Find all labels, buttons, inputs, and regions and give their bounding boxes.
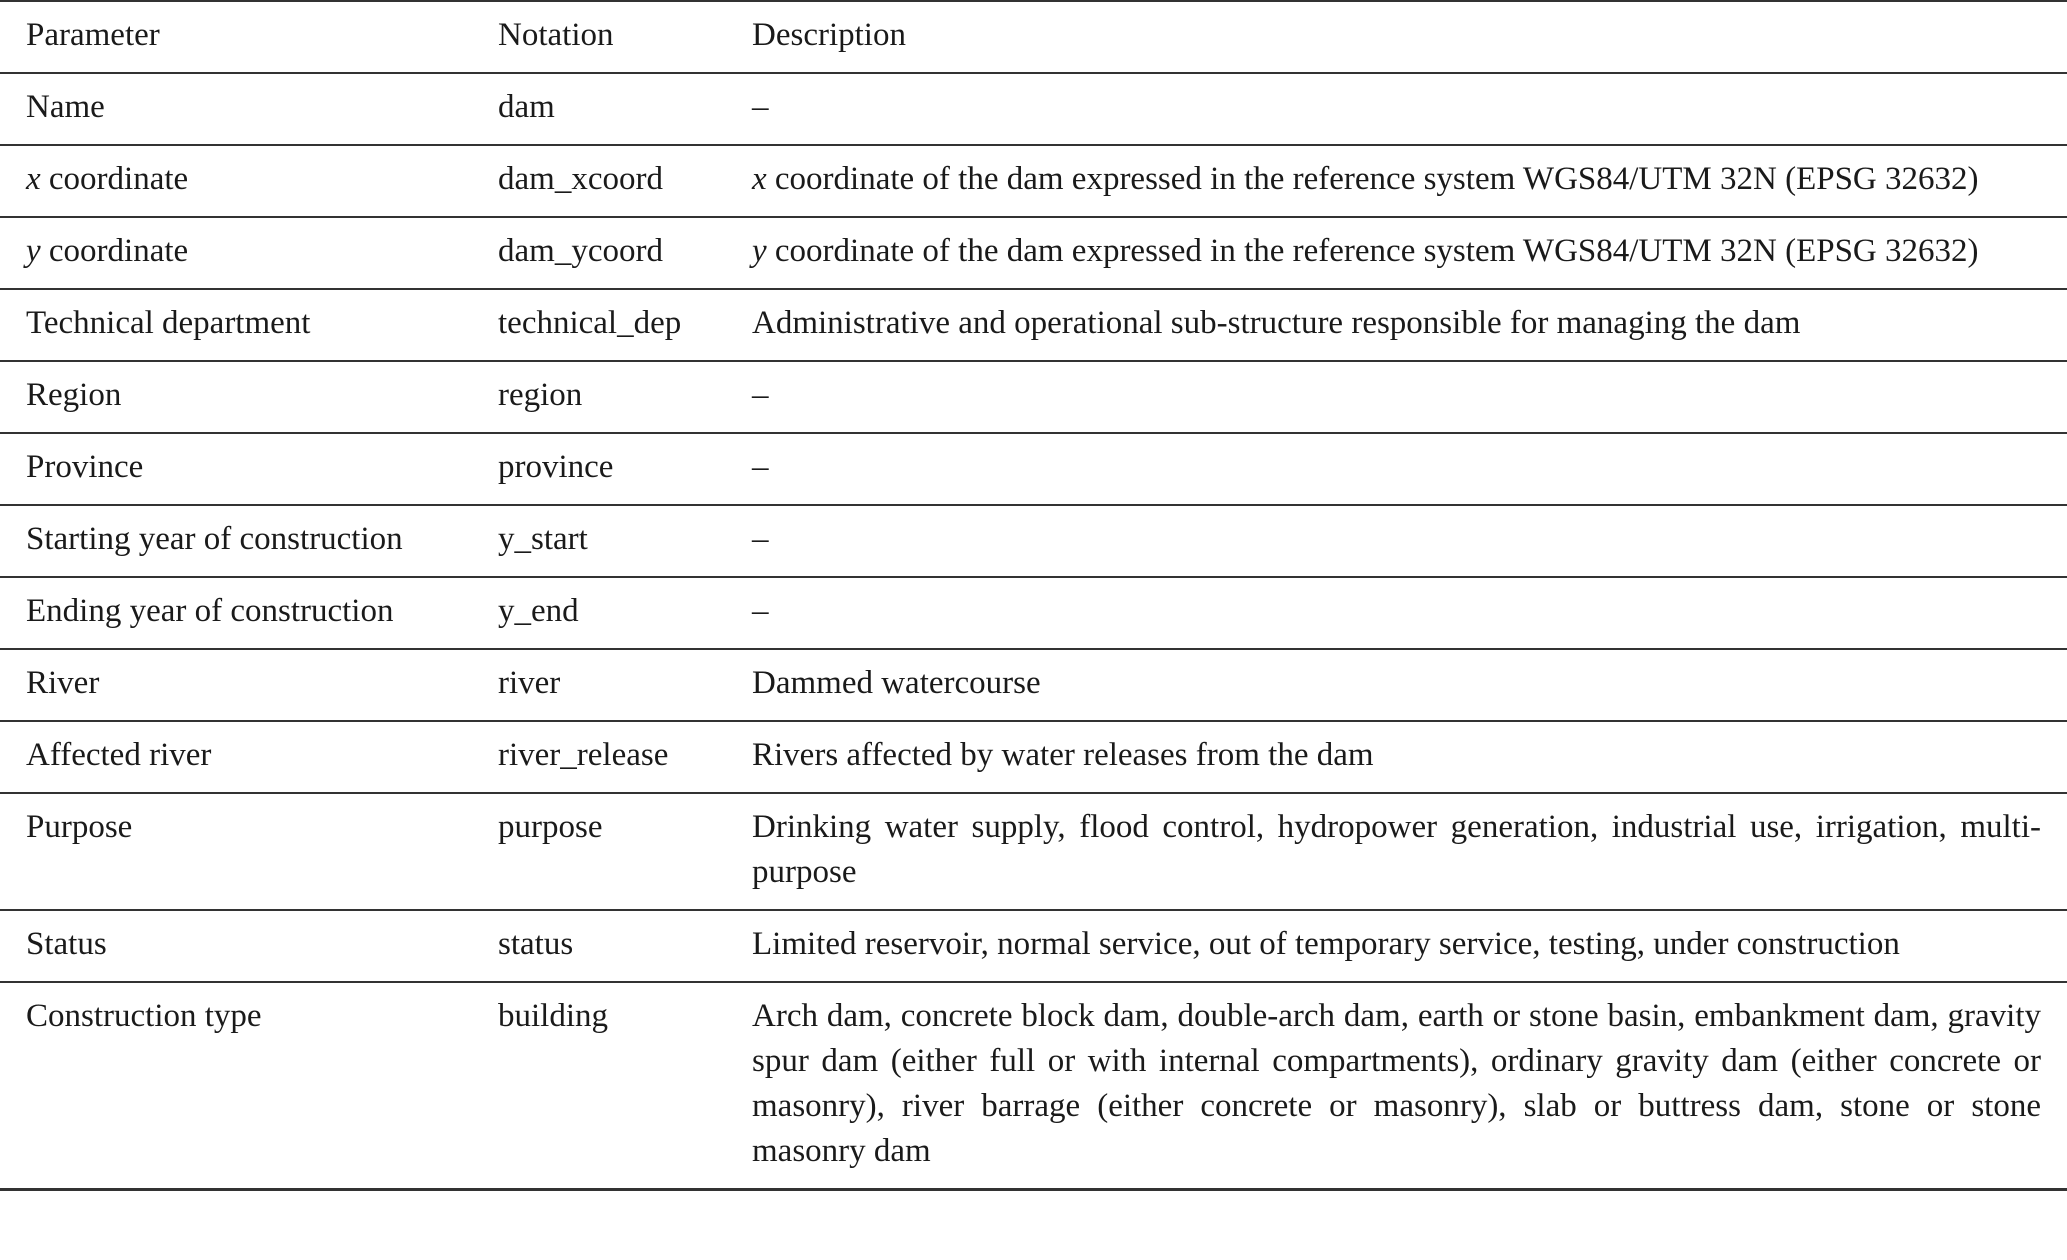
param-cell xyxy=(0,721,472,793)
desc-text: – xyxy=(752,521,769,557)
description-cell xyxy=(726,793,2067,910)
header-parameter: Parameter xyxy=(0,1,472,73)
description-cell xyxy=(726,649,2067,721)
desc-text: – xyxy=(752,89,769,125)
param-label: coordinate xyxy=(40,233,189,269)
notation-cell: province xyxy=(472,433,726,505)
param-cell xyxy=(0,73,472,145)
description-cell xyxy=(726,577,2067,649)
param-label: Region xyxy=(26,377,122,413)
notation-cell: dam xyxy=(472,73,726,145)
table-row xyxy=(0,433,2067,505)
param-cell xyxy=(0,433,472,505)
table-row xyxy=(0,217,2067,289)
param-label: Name xyxy=(26,89,105,125)
param-label: River xyxy=(26,665,100,701)
desc-variable: y xyxy=(752,233,767,269)
param-variable: y xyxy=(26,233,41,269)
table-row xyxy=(0,361,2067,433)
desc-text: Administrative and operational sub-structure responsible for managing the dam xyxy=(752,305,1801,341)
param-label: Province xyxy=(26,449,144,485)
description-cell xyxy=(726,721,2067,793)
table-row xyxy=(0,505,2067,577)
param-cell xyxy=(0,145,472,217)
table-body xyxy=(0,73,2067,1190)
description-cell xyxy=(726,910,2067,982)
param-cell xyxy=(0,505,472,577)
notation-cell: building xyxy=(472,982,726,1190)
table-row xyxy=(0,793,2067,910)
param-cell xyxy=(0,793,472,910)
notation-cell: y_start xyxy=(472,505,726,577)
table-row xyxy=(0,910,2067,982)
desc-text: coordinate of the dam expressed in the reference system WGS84/UTM 32N (EPSG 32632) xyxy=(766,161,1979,197)
notation-cell: technical_dep xyxy=(472,289,726,361)
description-cell xyxy=(726,433,2067,505)
param-label: Affected river xyxy=(26,737,212,773)
param-label: Status xyxy=(26,926,107,962)
description-cell xyxy=(726,505,2067,577)
description-cell xyxy=(726,982,2067,1190)
notation-cell: river xyxy=(472,649,726,721)
param-cell xyxy=(0,649,472,721)
desc-variable: x xyxy=(752,161,767,197)
param-cell xyxy=(0,910,472,982)
notation-cell: dam_xcoord xyxy=(472,145,726,217)
param-cell xyxy=(0,289,472,361)
param-cell xyxy=(0,361,472,433)
header-row xyxy=(0,1,2067,73)
table-row xyxy=(0,577,2067,649)
table-row xyxy=(0,721,2067,793)
table-header xyxy=(0,1,2067,73)
param-cell xyxy=(0,577,472,649)
header-description: Description xyxy=(726,1,2067,73)
param-label: coordinate xyxy=(40,161,189,197)
desc-text: coordinate of the dam expressed in the reference system WGS84/UTM 32N (EPSG 32632) xyxy=(766,233,1979,269)
desc-text: Dammed watercourse xyxy=(752,665,1041,701)
notation-cell: dam_ycoord xyxy=(472,217,726,289)
table-row xyxy=(0,145,2067,217)
desc-text: – xyxy=(752,377,769,413)
notation-cell: y_end xyxy=(472,577,726,649)
description-cell xyxy=(726,361,2067,433)
param-label: Purpose xyxy=(26,809,133,845)
table-row xyxy=(0,289,2067,361)
notation-cell: purpose xyxy=(472,793,726,910)
param-cell xyxy=(0,982,472,1190)
param-label: Starting year of construction xyxy=(26,521,403,557)
desc-text: – xyxy=(752,449,769,485)
description-cell xyxy=(726,73,2067,145)
param-cell xyxy=(0,217,472,289)
desc-text: Limited reservoir, normal service, out of temporary service, testing, under construction xyxy=(752,926,1900,962)
table-row xyxy=(0,73,2067,145)
header-notation: Notation xyxy=(472,1,726,73)
notation-cell: region xyxy=(472,361,726,433)
table-row xyxy=(0,982,2067,1190)
param-variable: x xyxy=(26,161,41,197)
description-cell xyxy=(726,217,2067,289)
param-label: Construction type xyxy=(26,998,262,1034)
desc-text: Arch dam, concrete block dam, double-arch dam, earth or stone basin, embankment dam, gravity spur dam (either full or with internal compartments), ordinary gravity dam (either concrete or masonry), river barrage (either concrete or masonry), slab or buttress dam, stone or stone masonry dam xyxy=(752,998,2041,1169)
param-label: Technical department xyxy=(26,305,311,341)
description-cell xyxy=(726,145,2067,217)
notation-cell: river_release xyxy=(472,721,726,793)
desc-text: Drinking water supply, flood control, hydropower generation, industrial use, irrigation, multi-purpose xyxy=(752,809,2041,890)
description-cell xyxy=(726,289,2067,361)
notation-cell: status xyxy=(472,910,726,982)
table-row xyxy=(0,649,2067,721)
desc-text: – xyxy=(752,593,769,629)
desc-text: Rivers affected by water releases from the dam xyxy=(752,737,1374,773)
param-label: Ending year of construction xyxy=(26,593,394,629)
